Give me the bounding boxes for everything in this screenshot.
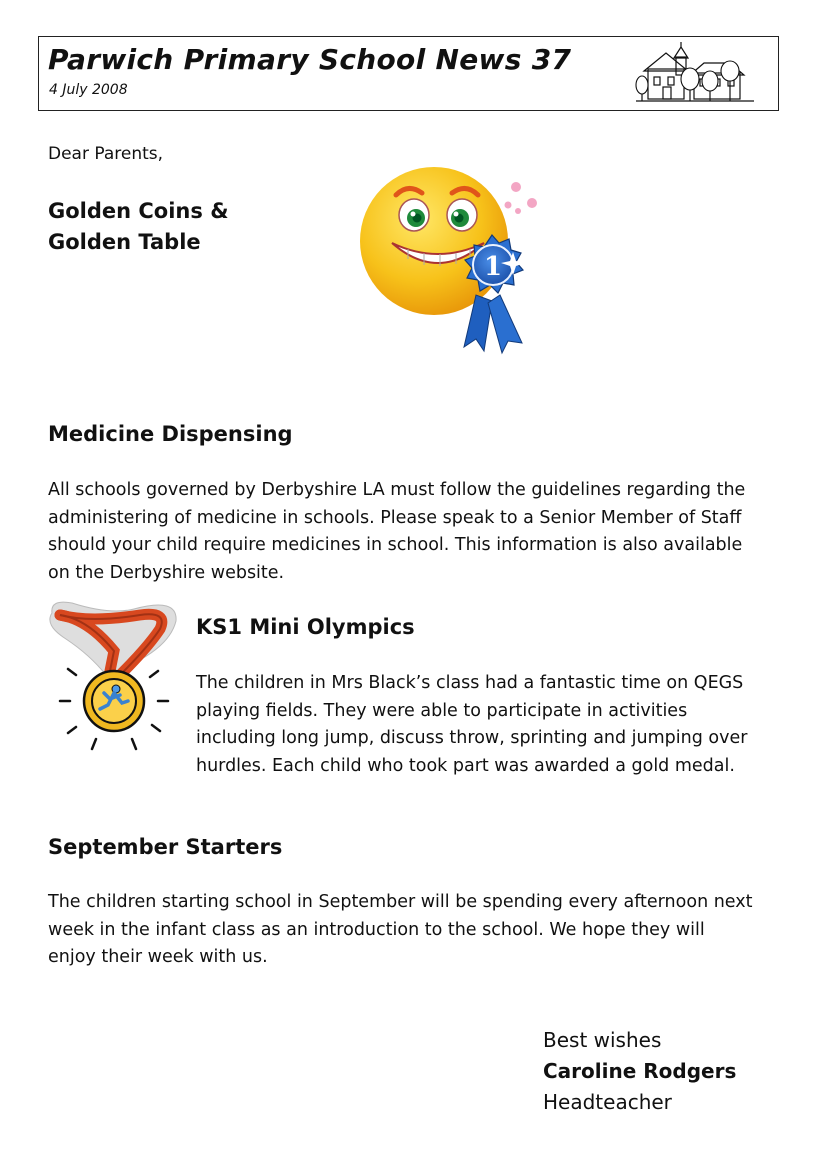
olympics-line-3: including long jump, discuss throw, sprinting and jumping over [196,728,748,748]
rosette-number: 1 [483,252,503,282]
golden-heading-line-2: Golden Table [48,230,201,254]
september-line-1: The children starting school in September will be spending every afternoon next [48,892,753,912]
olympics-line-1: The children in Mrs Black’s class had a fantastic time on QEGS [196,673,744,693]
newsletter-header [38,36,779,111]
september-heading: September Starters [48,835,283,859]
signoff-block [543,1025,736,1118]
golden-heading-line-1: Golden Coins & [48,199,229,223]
olympics-heading: KS1 Mini Olympics [196,615,415,639]
medicine-line-2: administering of medicine in schools. Please speak to a Senior Member of Staff [48,507,742,528]
signatory-role: Headteacher [543,1090,672,1114]
september-line-2: week in the infant class as an introduction to the school. We hope they will [48,919,705,940]
medicine-line-1: All schools governed by Derbyshire LA must follow the guidelines regarding the [48,480,746,500]
gold-medal-icon [30,593,190,753]
golden-coins-heading [48,196,229,258]
september-line-3: enjoy their week with us. [48,947,268,967]
salutation: Dear Parents, [48,144,164,164]
september-paragraph [48,889,753,972]
medicine-paragraph [48,477,745,587]
medicine-line-3: should your child require medicines in school. This information is also available [48,535,743,555]
closing-text: Best wishes [543,1028,662,1052]
medicine-line-4: on the Derbyshire website. [48,562,285,583]
smiley-with-first-place-rosette-icon [350,165,540,360]
newsletter-title: Parwich Primary School News 37 [48,43,572,76]
medicine-heading: Medicine Dispensing [48,422,293,446]
school-building-icon [634,41,756,105]
olympics-paragraph [196,670,747,780]
signatory-name: Caroline Rodgers [543,1059,737,1083]
olympics-line-2: playing fields. They were able to participate in activities [196,700,688,721]
newsletter-date: 4 July 2008 [49,82,128,98]
olympics-line-4: hurdles. Each child who took part was awarded a gold medal. [196,755,735,776]
